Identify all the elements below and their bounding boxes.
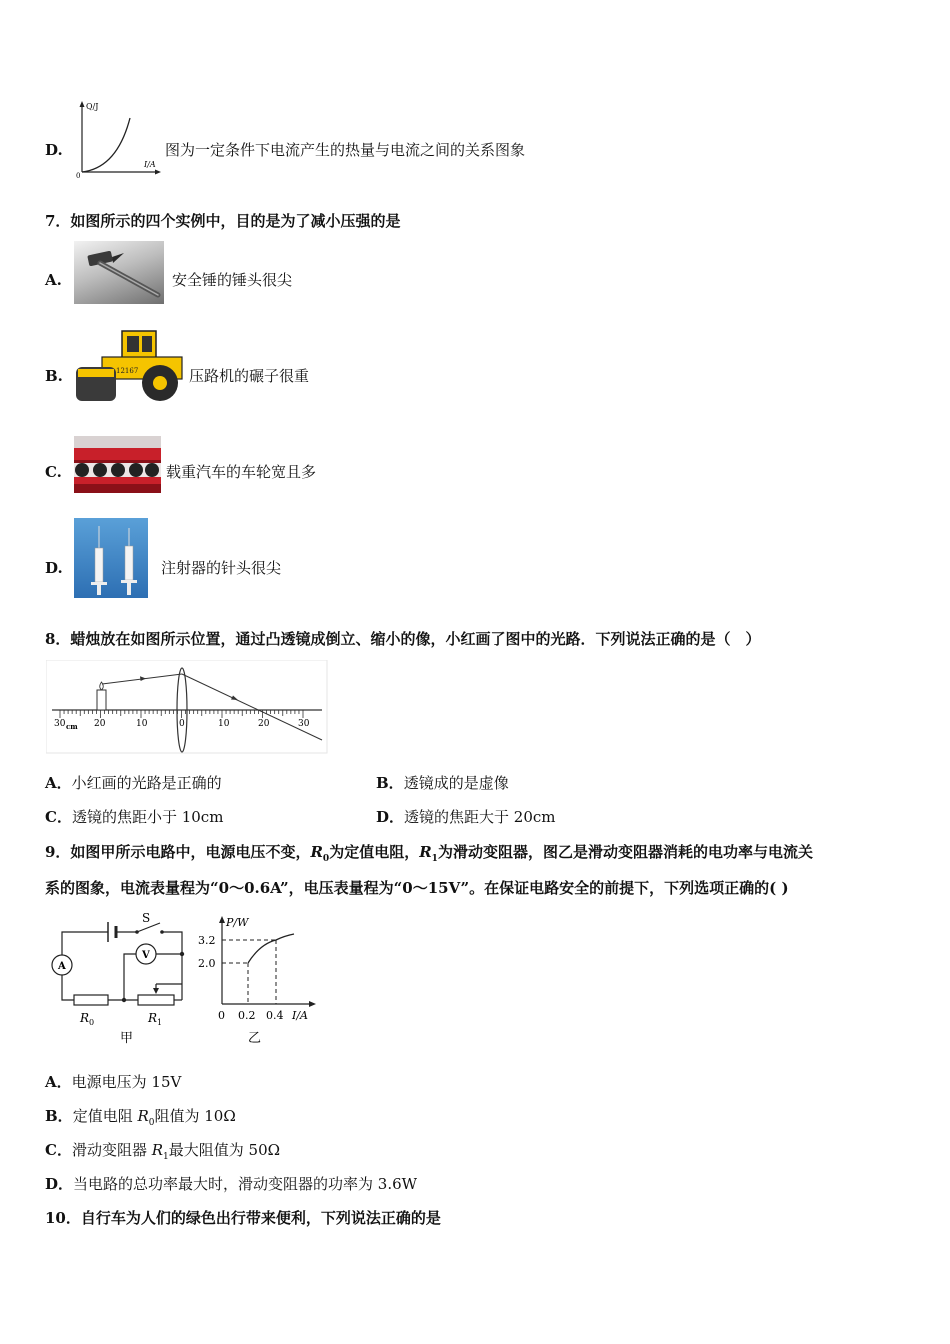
truck-wheel [145, 463, 159, 477]
truck-wheel [75, 463, 89, 477]
hammer-tip [112, 253, 124, 263]
q6-option-d-text: 图为一定条件下电流产生的热量与电流之间的关系图象 [165, 141, 526, 159]
q8-option-b-letter: B． [376, 774, 404, 792]
syringe-barrel [125, 546, 133, 580]
q6-origin-label: 0 [76, 172, 81, 180]
q9-option-c [45, 1140, 280, 1167]
rheostat-r1 [138, 995, 174, 1005]
q7-option-b-text: 压路机的碾子很重 [189, 367, 310, 385]
graph-x-tick-0: 0 [218, 1009, 225, 1022]
q9-option-b-var: R [137, 1107, 149, 1125]
ammeter-label: A [58, 961, 66, 972]
truck-wheel [129, 463, 143, 477]
q7-option-a-letter: A. [45, 271, 62, 289]
power-curve [248, 934, 294, 963]
q6-x-label: I/A [144, 160, 156, 169]
q6-y-label: Q/J [86, 102, 99, 111]
q9-stem-line1 [45, 842, 813, 869]
graph-y-tick-2.0: 2.0 [198, 957, 216, 970]
q9-option-b [45, 1106, 236, 1133]
q9-power-current-graph [196, 912, 326, 1046]
q6-y-arrow [80, 101, 85, 107]
r0-label-sub: 0 [89, 1018, 95, 1027]
graph-y-label: P/W [226, 916, 249, 929]
q6-curve [82, 118, 130, 172]
roller-number: 12167 [116, 367, 139, 375]
ruler-label-30-left: 30 [54, 719, 66, 729]
q9-option-b-text-b: 阻值为 10Ω [154, 1107, 236, 1125]
q8-option-c-letter: C． [45, 808, 72, 826]
r0-label: R [80, 1011, 90, 1025]
ruler-label-10-left: 10 [136, 719, 148, 729]
q9-option-a-text: 电源电压为 15V [71, 1073, 182, 1091]
circuit-caption: 甲 [120, 1031, 134, 1046]
ruler-label-30-right: 30 [298, 719, 310, 729]
graph-y-tick-3.2: 3.2 [198, 934, 216, 947]
ruler-label-20-left: 20 [94, 719, 106, 729]
q9-option-a [45, 1072, 181, 1092]
q9-option-d-text: 当电路的总功率最大时，滑动变阻器的功率为 3.6W [73, 1175, 418, 1193]
q9-option-c-sub: 1 [163, 1152, 169, 1162]
q9-option-c-var: R [151, 1141, 164, 1159]
q7-truck-image [74, 436, 161, 493]
graph-x-tick-0.2: 0.2 [238, 1009, 256, 1022]
q7-option-a-text: 安全锤的锤头很尖 [172, 271, 293, 289]
q7-option-c-text: 载重汽车的车轮宽且多 [166, 463, 317, 481]
q7-option-b-letter: B. [45, 367, 63, 385]
q6-heat-current-graph [72, 98, 164, 180]
q8-option-b-text: 透镜成的是虚像 [403, 774, 509, 792]
ruler-label-10-right: 10 [218, 719, 230, 729]
q9-option-c-text-a: 滑动变阻器 [71, 1141, 152, 1159]
q9-stem-r1-sub: 1 [431, 854, 438, 864]
q9-option-c-letter: C． [45, 1141, 72, 1159]
q9-option-b-sub: 0 [148, 1118, 155, 1128]
voltmeter-label: V [142, 950, 150, 961]
q9-stem-part-c: 为滑动变阻器，图乙是滑动变阻器消耗的电功率与电流关 [437, 843, 813, 861]
q7-option-c-letter: C. [45, 463, 62, 481]
syringe-barrel [95, 548, 103, 582]
q9-stem-part-a: 9．如图甲所示电路中，电源电压不变， [45, 843, 311, 861]
truck-wheel [111, 463, 125, 477]
q7-option-d-letter: D. [45, 559, 63, 577]
q9-option-d [45, 1174, 417, 1194]
r1-label-sub: 1 [157, 1018, 163, 1027]
q9-circuit-diagram [44, 910, 194, 1050]
q9-option-b-letter: B． [45, 1107, 73, 1125]
ruler-label-0: 0 [179, 719, 185, 729]
resistor-r0 [74, 995, 108, 1005]
q9-stem-r0: R [310, 843, 323, 861]
q8-lens-diagram [46, 660, 328, 754]
q9-stem-line2: 系的图象，电流表量程为“0～0.6A”，电压表量程为“0～15V”。在保证电路安全的前提下，下列选项正确的( ) [45, 879, 789, 897]
q7-syringe-image [74, 518, 148, 598]
q7-road-roller-image [72, 327, 188, 405]
q9-stem-r0-sub: 0 [322, 854, 330, 864]
truck-bed [74, 448, 161, 460]
q9-option-c-text-b: 最大阻值为 50Ω [168, 1141, 281, 1159]
switch-label: S [142, 911, 151, 925]
candle [97, 690, 106, 710]
q10-stem: 10．自行车为人们的绿色出行带来便利，下列说法正确的是 [45, 1209, 441, 1227]
q8-option-c-text: 透镜的焦距小于 10cm [71, 808, 224, 826]
q8-option-a-letter: A． [45, 774, 72, 792]
q7-hammer-image [74, 241, 164, 304]
q6-option-d-letter: D. [45, 141, 63, 159]
q9-option-d-letter: D． [45, 1175, 74, 1193]
q8-option-d-letter: D． [376, 808, 405, 826]
graph-x-tick-0.4: 0.4 [266, 1009, 284, 1022]
ruler-unit: cm [66, 722, 78, 731]
graph-x-label: I/A [292, 1009, 308, 1022]
q9-stem-r1: R [419, 843, 432, 861]
q9-option-b-text-a: 定值电阻 [72, 1107, 138, 1125]
ruler-label-20-right: 20 [258, 719, 270, 729]
q8-option-a-text: 小红画的光路是正确的 [71, 774, 222, 792]
r1-label: R [148, 1011, 158, 1025]
truck-wheel [93, 463, 107, 477]
q9-stem-part-b: 为定值电阻， [329, 843, 420, 861]
graph-caption: 乙 [248, 1031, 262, 1046]
q6-x-arrow [155, 170, 161, 175]
q7-stem: 7．如图所示的四个实例中，目的是为了减小压强的是 [45, 212, 401, 230]
q7-option-d-text: 注射器的针头很尖 [161, 559, 282, 577]
q9-option-a-letter: A． [45, 1073, 72, 1091]
q8-option-d-text: 透镜的焦距大于 20cm [404, 808, 556, 826]
rheostat-slider [153, 988, 159, 994]
q8-stem: 8．蜡烛放在如图所示位置，通过凸透镜成倒立、缩小的像，小红画了图中的光路．下列说法正确的是（ ） [45, 630, 761, 648]
